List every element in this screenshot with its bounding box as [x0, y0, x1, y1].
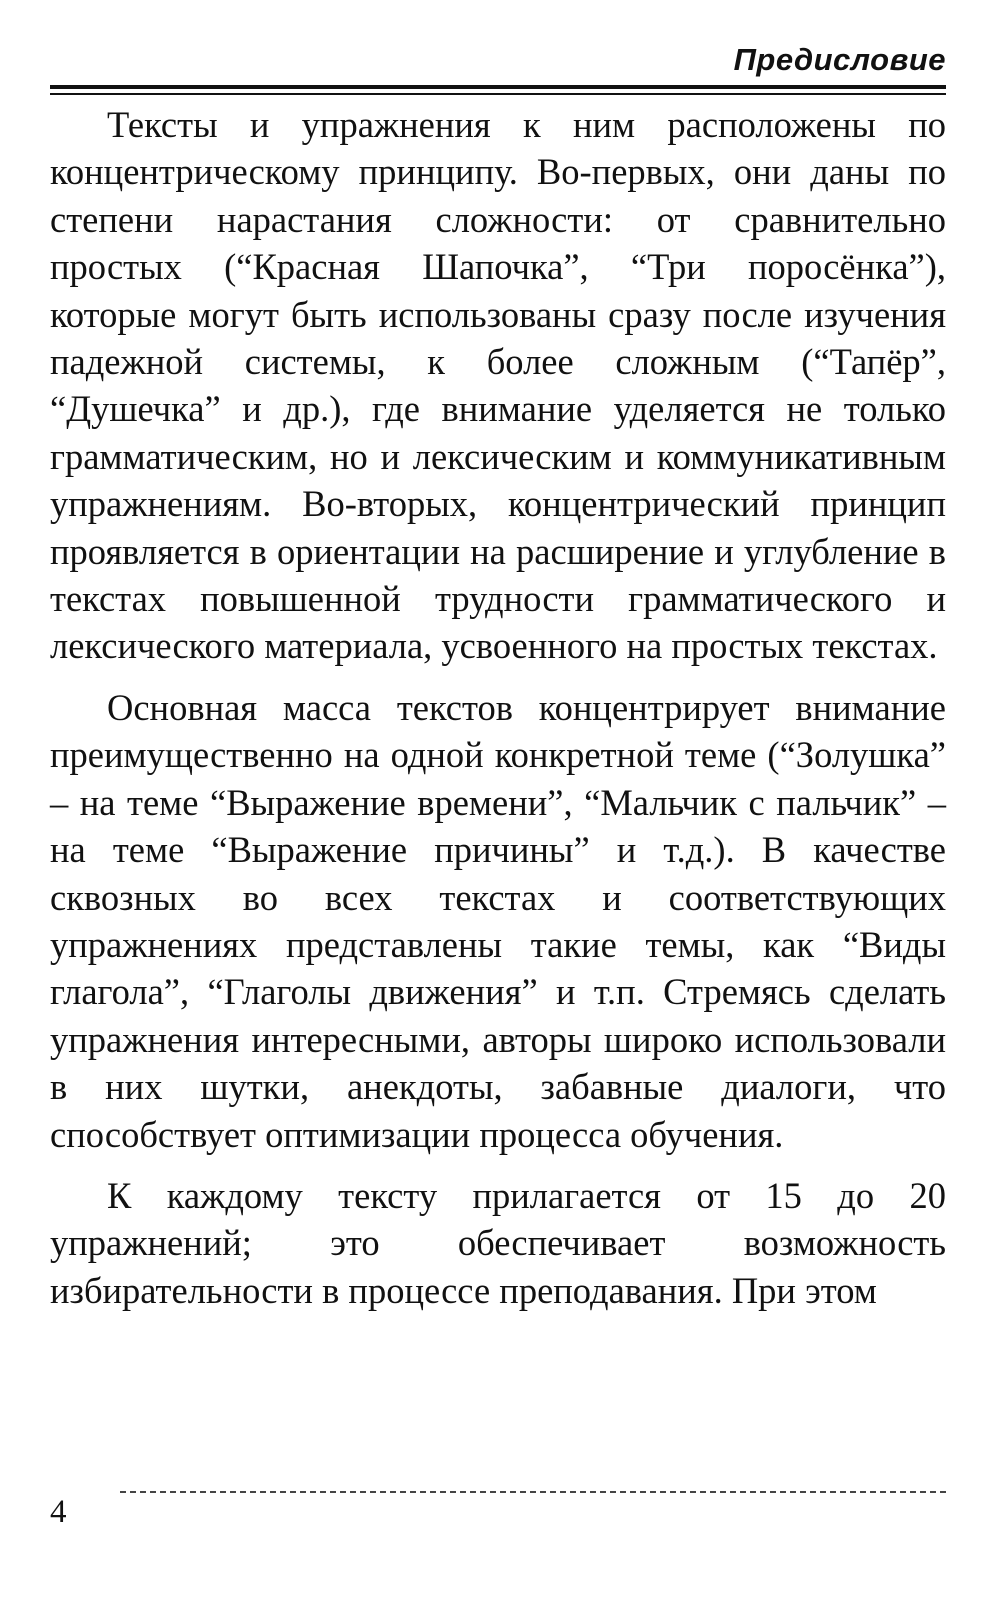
paragraph-1: Тексты и упражнения к ним расположены по концентрическому принципу. Во-первых, они даны по степени нарастания сложности: от сравнительно простых (“Красная Шапочка”, “Три поросёнка”), которые могут быть использованы сразу после изучения падежной системы, к более сложным (“Тапёр”, “Душечка” и др.), где внимание уделяется не только грамматическим, но и лексическим и коммуникативным упражнениям. Во-вторых, концентрический принцип проявляется в ориентации на расширение и углубление в текстах повышенной трудности грамматического и лексического материала, усвоенного на простых текстах. [50, 104, 946, 667]
running-header-title: Предисловие [733, 42, 946, 77]
footer-rule [120, 1491, 946, 1493]
header-rule-thick [50, 85, 946, 89]
header-rule-thin [50, 93, 946, 95]
page-number: 4 [50, 1494, 67, 1530]
body-text [50, 101, 946, 1314]
paragraph-3: К каждому тексту прилагается от 15 до 20 упражнений; это обеспечивает возможность избирательности в процессе преподавания. При этом [50, 1174, 946, 1311]
paragraph-2: Основная масса текстов концентрирует внимание преимущественно на одной конкретной теме (“Золушка” – на теме “Выражение времени”, “Мальчик с пальчик” – на теме “Выражение причины” и т.д.). В качестве сквозных во всех текстах и соответствующих упражнениях представлены такие темы, как “Виды глагола”, “Глаголы движения” и т.п. Стремясь сделать упражнения интересными, авторы широко использовали в них шутки, анекдоты, забавные диалоги, что способствует оптимизации процесса обучения. [50, 686, 946, 1155]
